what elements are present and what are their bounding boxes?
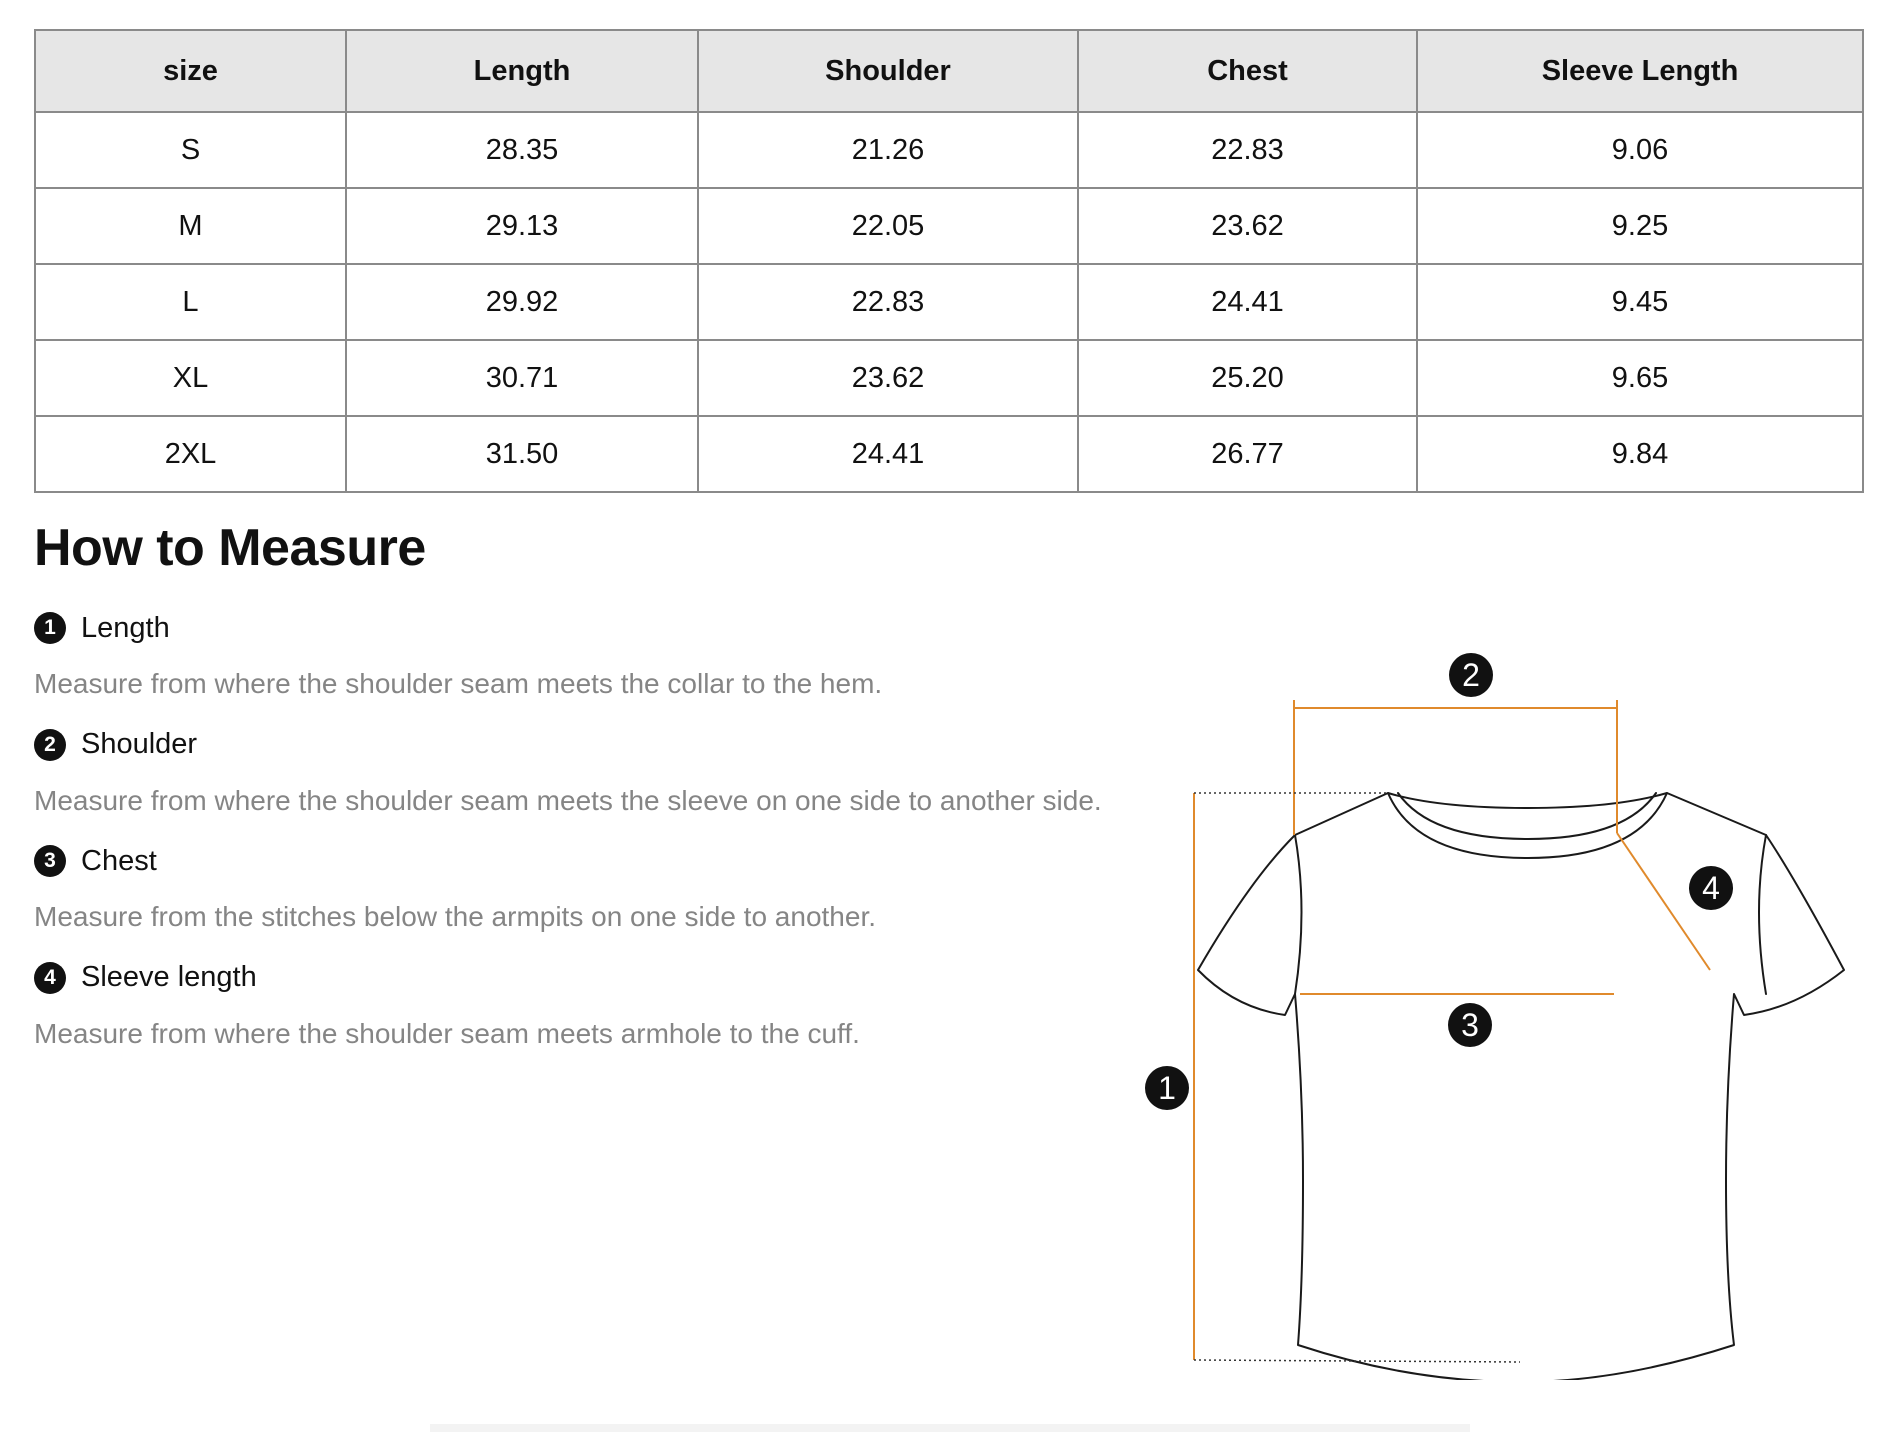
left-armhole <box>1295 835 1302 994</box>
sleeve-length-cell: 9.25 <box>1417 188 1863 264</box>
sleeve-length-cell: 9.45 <box>1417 264 1863 340</box>
length-cell: 29.13 <box>346 188 698 264</box>
label-4-icon <box>1689 866 1733 910</box>
table-row <box>35 188 1863 264</box>
size-chart-table <box>34 29 1864 493</box>
measure-step-length <box>34 606 1154 723</box>
label-2-text: 2 <box>1462 657 1480 693</box>
measure-step-shoulder <box>34 723 1154 840</box>
header-sleeve-length: Sleeve Length <box>1417 30 1863 112</box>
right-armhole <box>1759 835 1766 994</box>
table-row <box>35 264 1863 340</box>
sleeve-length-cell: 9.84 <box>1417 416 1863 492</box>
shoulder-cell: 23.62 <box>698 340 1078 416</box>
label-2-icon <box>1449 653 1493 697</box>
step-description: Measure from where the shoulder seam meets armhole to the cuff. <box>34 1017 860 1049</box>
chest-cell: 25.20 <box>1078 340 1417 416</box>
table-row <box>35 340 1863 416</box>
chest-cell: 22.83 <box>1078 112 1417 188</box>
length-cell: 28.35 <box>346 112 698 188</box>
sleeve-length-cell: 9.65 <box>1417 340 1863 416</box>
shoulder-cell: 21.26 <box>698 112 1078 188</box>
size-cell: 2XL <box>35 416 346 492</box>
bottom-divider <box>430 1424 1470 1432</box>
label-4-text: 4 <box>1702 870 1720 906</box>
number-4-badge-icon: 4 <box>34 962 66 994</box>
chest-cell: 26.77 <box>1078 416 1417 492</box>
tshirt-icon <box>1120 640 1860 1380</box>
how-to-measure-title: How to Measure <box>34 519 426 577</box>
measure-step-sleeve-length <box>34 956 1154 1073</box>
tshirt-measurement-diagram <box>1120 640 1860 1380</box>
size-cell: S <box>35 112 346 188</box>
number-2-badge-icon: 2 <box>34 729 66 761</box>
size-cell: M <box>35 188 346 264</box>
step-description: Measure from the stitches below the armpits on one side to another. <box>34 901 877 932</box>
shoulder-cell: 24.41 <box>698 416 1078 492</box>
chest-cell: 24.41 <box>1078 264 1417 340</box>
chest-cell: 23.62 <box>1078 188 1417 264</box>
measure-steps <box>34 606 1154 1072</box>
table-row <box>35 112 1863 188</box>
size-cell: L <box>35 264 346 340</box>
label-3-icon <box>1448 1003 1492 1047</box>
step-description: Measure from where the shoulder seam meets the collar to the hem. <box>34 668 883 699</box>
step-title: Shoulder <box>81 728 198 760</box>
label-1-icon <box>1145 1066 1189 1110</box>
label-1-text: 1 <box>1158 1070 1176 1106</box>
shoulder-cell: 22.05 <box>698 188 1078 264</box>
header-size: size <box>35 30 346 112</box>
number-1-badge-icon: 1 <box>34 612 66 644</box>
tshirt-outline <box>1198 793 1844 1380</box>
step-title: Chest <box>81 844 157 877</box>
step-title: Length <box>81 611 170 644</box>
tshirt-body-outline <box>1198 793 1844 1380</box>
table-row <box>35 416 1863 492</box>
length-cell: 30.71 <box>346 340 698 416</box>
measure-step-chest <box>34 839 1154 956</box>
sleeve-length-cell: 9.06 <box>1417 112 1863 188</box>
number-3-badge-icon: 3 <box>34 845 66 877</box>
label-3-text: 3 <box>1461 1007 1479 1043</box>
length-cell: 29.92 <box>346 264 698 340</box>
table-header-row <box>35 30 1863 112</box>
length-guide-lines <box>1194 793 1520 1362</box>
shoulder-cell: 22.83 <box>698 264 1078 340</box>
step-title: Sleeve length <box>81 961 257 993</box>
step-description: Measure from where the shoulder seam meets the sleeve on one side to another side. <box>34 784 1102 816</box>
length-cell: 31.50 <box>346 416 698 492</box>
size-cell: XL <box>35 340 346 416</box>
header-chest: Chest <box>1078 30 1417 112</box>
header-shoulder: Shoulder <box>698 30 1078 112</box>
header-length: Length <box>346 30 698 112</box>
